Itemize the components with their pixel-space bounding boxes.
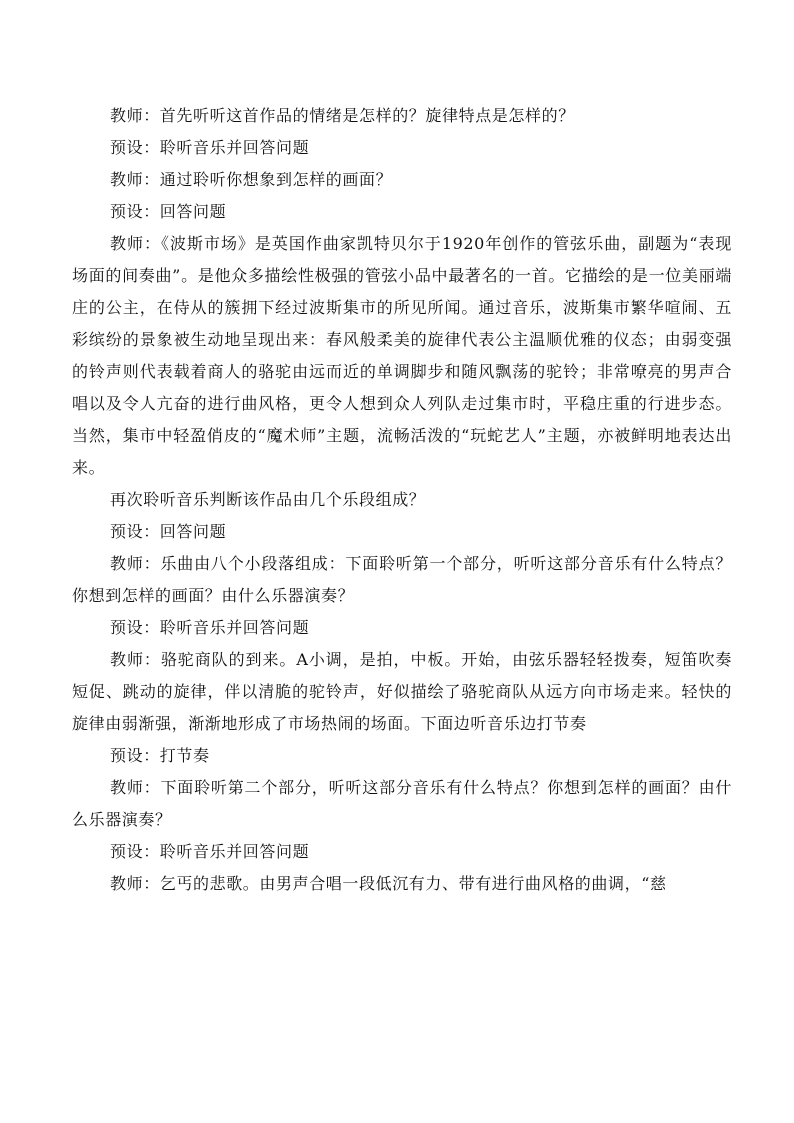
paragraph-preset-2: 预设：回答问题 xyxy=(110,202,227,221)
paragraph-teacher-part-2: 教师：下面聆听第二个部分，听听这部分音乐有什么特点？你想到怎样的画面？由什么乐器演奏？ xyxy=(72,778,732,829)
document-page xyxy=(72,100,732,900)
paragraph-teacher-camel: 教师：骆驼商队的到来。A小调，是拍，中板。开始，由弦乐器轻轻拨奏，短笛吹奏短促、跳动的旋律，伴以清脆的驼铃声，好似描绘了骆驼商队从远方向市场走来。轻快的旋律由弱渐强，渐渐地形成了市场热闹的场面。下面边听音乐边打节奏 xyxy=(72,650,732,733)
paragraph-teacher-question-2: 教师：通过聆听你想象到怎样的画面？ xyxy=(110,170,393,189)
paragraph-question-sections: 再次聆听音乐判断该作品由几个乐段组成？ xyxy=(110,490,426,509)
paragraph-teacher-question-1: 教师：首先听听这首作品的情绪是怎样的？旋律特点是怎样的？ xyxy=(110,106,575,125)
paragraph-preset-6: 预设：聆听音乐并回答问题 xyxy=(110,842,310,861)
paragraph-teacher-intro: 教师：《波斯市场》是英国作曲家凯特贝尔于1920年创作的管弦乐曲，副题为“表现场面的间奏曲”。是他众多描绘性极强的管弦小品中最著名的一首。它描绘的是一位美丽端庄的公主，在侍从的簇拥下经过波斯集市的所见所闻。通过音乐，波斯集市繁华喧闹、五彩缤纷的景象被生动地呈现出来：春风般柔美的旋律代表公主温顺优雅的仪态；由弱变强的铃声则代表载着商人的骆驼由远而近的单调脚步和随风飘荡的驼铃；非常嘹亮的男声合唱以及令人亢奋的进行曲风格，更令人想到众人列队走过集市时，平稳庄重的行进步态。当然，集市中轻盈俏皮的“魔术师”主题，流畅活泼的“玩蛇艺人”主题，亦被鲜明地表达出来。 xyxy=(72,234,732,477)
paragraph-teacher-part-1: 教师：乐曲由八个小段落组成：下面聆听第一个部分，听听这部分音乐有什么特点？你想到怎样的画面？由什么乐器演奏？ xyxy=(72,554,732,605)
paragraph-preset-1: 预设：聆听音乐并回答问题 xyxy=(110,138,310,157)
paragraph-preset-4: 预设：聆听音乐并回答问题 xyxy=(110,618,310,637)
paragraph-preset-5: 预设：打节奏 xyxy=(110,746,210,765)
paragraph-preset-3: 预设：回答问题 xyxy=(110,522,227,541)
paragraph-teacher-beggar: 教师：乞丐的悲歌。由男声合唱一段低沉有力、带有进行曲风格的曲调，“慈 xyxy=(110,874,667,893)
